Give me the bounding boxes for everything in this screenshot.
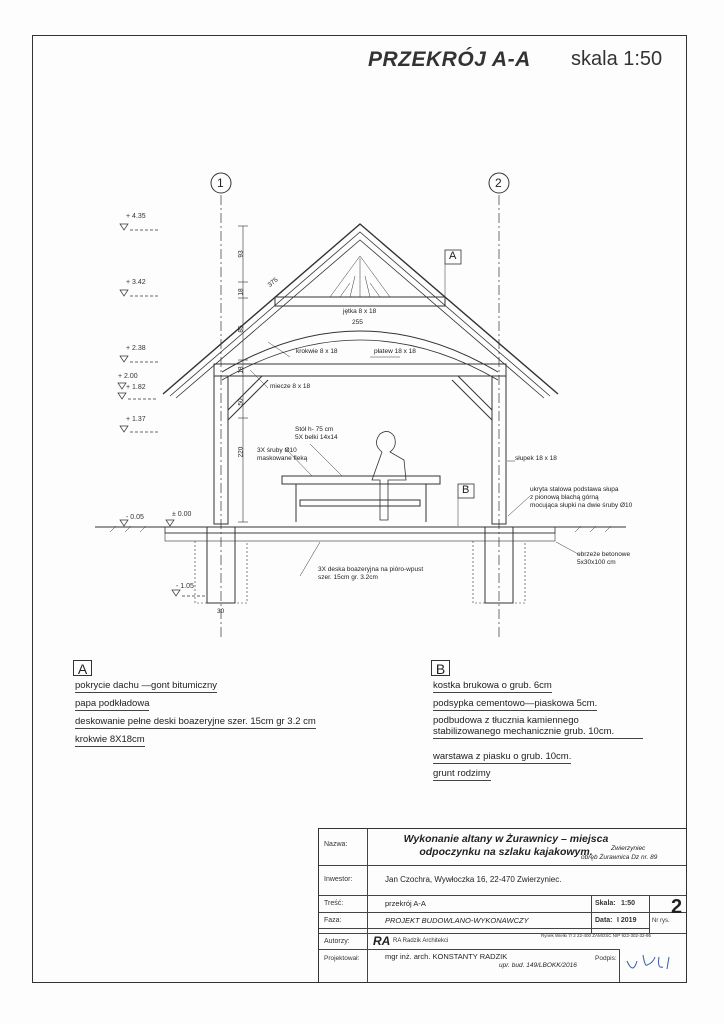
label-deska-1: 3X deska boazeryjna na pióro-wpust [318,566,424,573]
legend-b-row-2: podsypka cementowo—piaskowa 5cm. [433,698,598,709]
label-base-3: mocująca słupki na dwie śruby Ø10 [530,502,633,509]
legend-b-row-1: kostka brukowa o grub. 6cm [433,680,552,691]
label-base-2: z pionową blachą górną [530,494,599,501]
arch-brace [222,331,498,372]
nrrys-label: Nr rys. [652,918,670,924]
faza-value: PROJEKT BUDOWLANO-WYKONAWCZY [385,916,529,925]
legend-a-letter: A [73,660,92,676]
dim-220: 220 [237,446,245,458]
level-label-1-82: + 1.82 [126,384,146,391]
axis-label-2: 2 [495,176,502,190]
podpis-label: Podpis: [595,955,617,962]
projektowal-value: mgr inż. arch. KONSTANTY RADZIK [385,952,508,961]
level-label-minus-1-05: - 1.05 [176,583,194,590]
drawing-title: PRZEKRÓJ A-A [368,48,531,71]
projektowal-label: Projektował: [324,955,360,962]
label-ridge: jętka 8 x 18 [343,308,377,315]
level-label-4-35: + 4.35 [126,213,146,220]
dim-18-top: 18 [237,288,245,296]
label-miecze: miecze 8 x 18 [270,383,311,390]
tresc-value: przekrój A-A [385,899,426,908]
axis-label-1: 1 [217,176,224,190]
section-mark-a: A [449,250,457,262]
legend-b-row-3: podbudowa z tłucznia kamiennego stabilizowanego mechanicznie grub. 10cm. [433,715,643,739]
dim-93: 93 [237,250,245,258]
dim-30: 30 [217,608,225,615]
dim-255: 255 [352,319,363,326]
location-line-2: obręb Żurawnica Dz nr. 89 [581,854,658,861]
dim-50: 50 [237,398,245,406]
uprawnienia: upr. bud. 149/LBOKK/2016 [499,962,577,969]
label-krokwie: krokwie 8 x 18 [296,348,338,355]
label-deska-2: szer. 15cm gr. 3.2cm [318,574,378,581]
legend-a-row-1: pokrycie dachu —gont bitumiczny [75,680,218,691]
label-obrzeze-2: 5x30x100 cm [577,559,616,566]
paving-layer [165,527,555,533]
dim-85: 85 [237,325,245,333]
legend-a-row-2: papa podkładowa [75,698,150,709]
signature [623,949,683,979]
label-obrzeze-1: obrzeże betonowe [577,551,631,558]
label-slupek: słupek 18 x 18 [515,455,557,462]
legend-b-row-5: grunt rodzimy [433,768,491,779]
title-block [318,828,687,983]
drawing-scale: skala 1:50 [571,48,663,70]
tresc-label: Treść: [324,900,344,907]
firm-logo: RA [373,934,391,948]
nrrys-value: 2 [671,896,683,918]
level-label-0-00: ± 0.00 [172,511,192,518]
gable-infill [330,256,390,297]
data-label: Data: [595,917,613,924]
level-label-1-37: + 1.37 [126,416,146,423]
label-table-2: 5X belki 14x14 [295,434,338,441]
legend-b-letter: B [431,660,450,676]
firm-address: Rynek Wielki 7/ 2 22-400 ZAMOŚĆ NIP 922-302-32-95 [541,933,651,938]
inwestor-label: Inwestor: [324,876,353,883]
legend-a-row-4: krokwie 8X18cm [75,734,145,745]
level-label-2-00: + 2.00 [118,373,138,380]
skala-label: Skala: [595,900,616,907]
autorzy-label: Autorzy: [324,938,350,945]
nazwa-label: Nazwa: [324,841,348,848]
table-top [282,476,440,484]
legend-a-row-3: deskowanie pełne deski boazeryjne szer. 15cm gr 3.2 cm [75,716,316,727]
skala-value: 1:50 [621,900,636,907]
faza-label: Faza: [324,917,342,924]
section-mark-b: B [462,484,470,496]
tie-beam [214,364,506,376]
label-table-1: Stół h- 75 cm [295,426,334,433]
data-value: I 2019 [617,917,637,924]
firm-name: RA Radzik Architekci [393,938,449,944]
inwestor-value: Jan Czochra, Wywłoczka 16, 22-470 Zwierzyniec. [385,875,562,884]
label-screws-2: maskowane fleką [257,455,308,462]
label-platew: płatew 18 x 18 [374,348,416,355]
level-label-3-42: + 3.42 [126,279,146,286]
legend-b-row-4: warstawa z piasku o grub. 10cm. [433,751,572,762]
label-base-1: ukryta stalowa podstawa słupa [530,486,619,493]
location-line-1: Zwierzyniec [611,845,646,852]
level-label-2-38: + 2.38 [126,345,146,352]
collar-beam [275,297,445,306]
level-label-minus-0-05: - 0.05 [126,514,144,521]
dim-18-mid: 18 [237,366,245,374]
dim-375: 375 [266,276,280,289]
label-screws-1: 3X śruby Ø10 [257,447,297,454]
nazwa-value: Wykonanie altany w Żurawnicy – miejsca odpoczynku na szlaku kajakowym. [403,833,609,858]
